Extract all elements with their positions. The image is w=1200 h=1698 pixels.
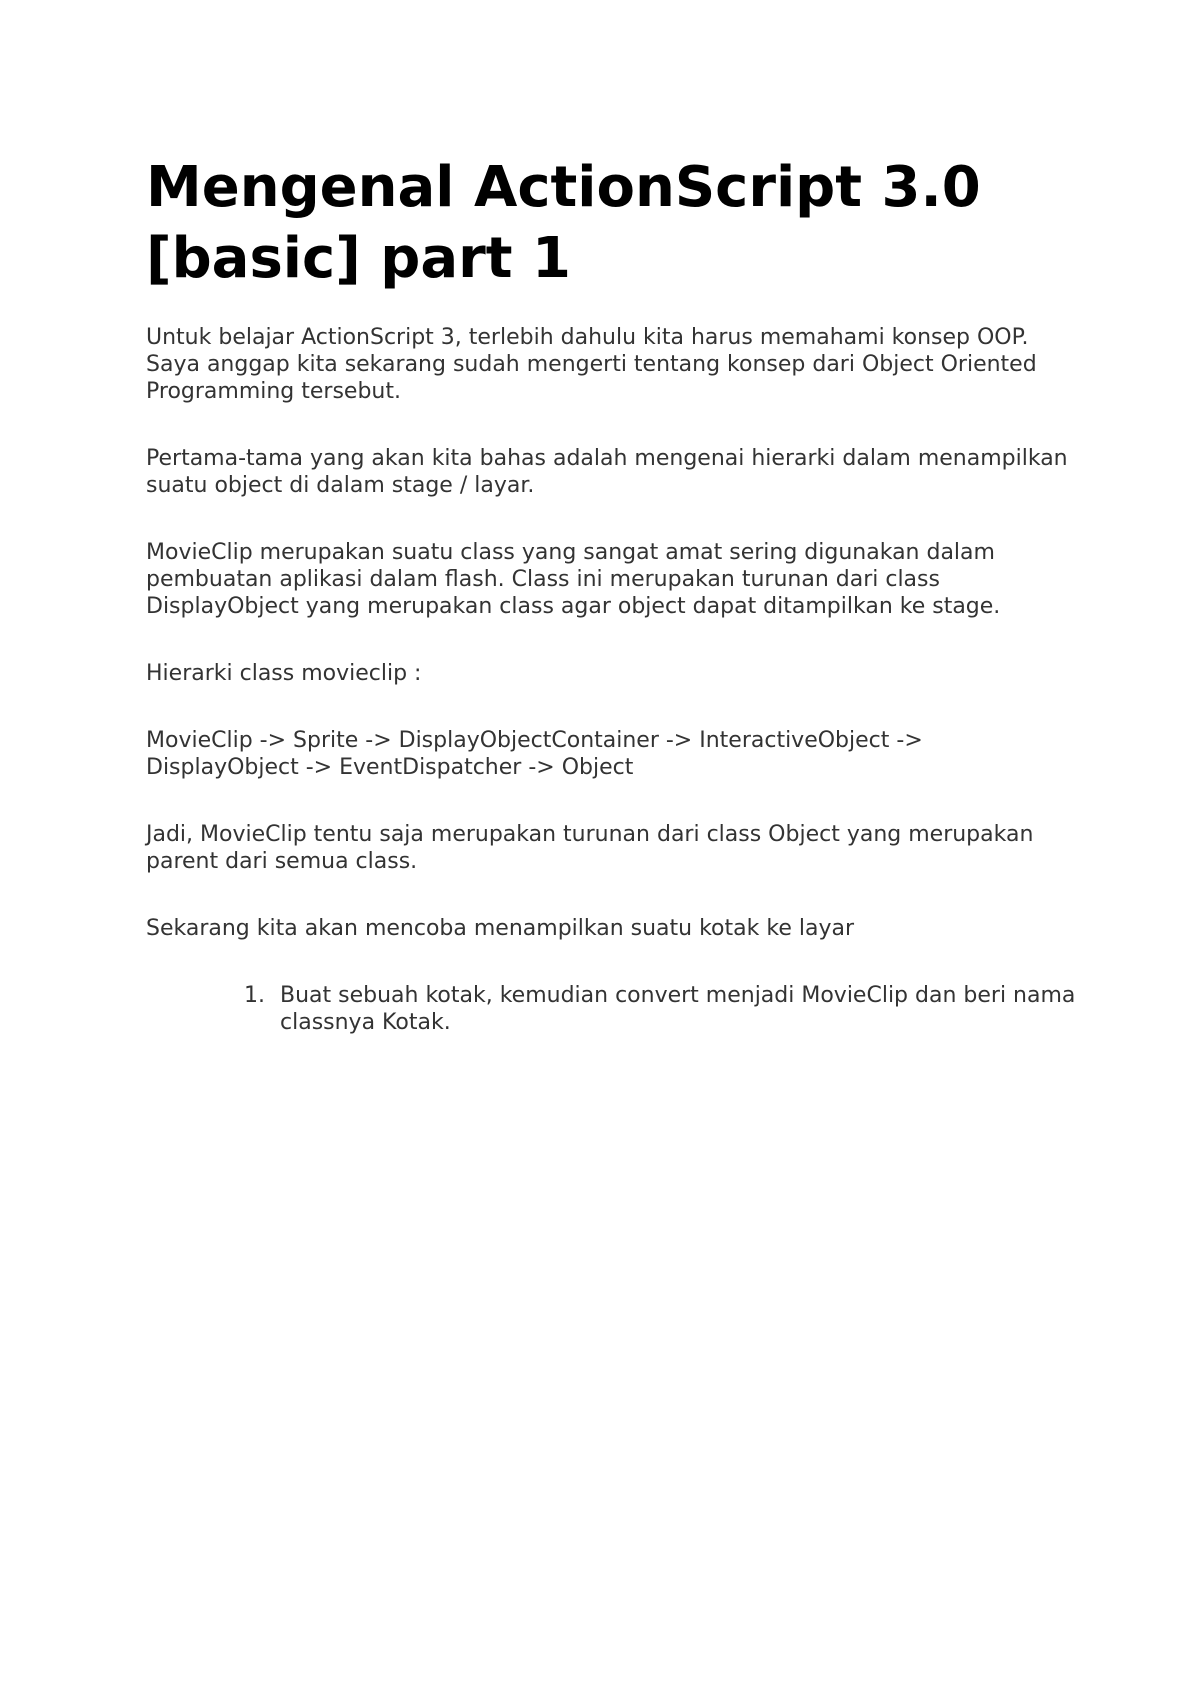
numbered-list (146, 982, 1076, 1036)
document-body (146, 152, 1076, 1036)
list-item-text: Buat sebuah kotak, kemudian convert menjadi MovieClip dan beri nama classnya Kotak. (280, 983, 1076, 1035)
document-title: Mengenal ActionScript 3.0 [basic] part 1 (146, 155, 981, 291)
list-item (146, 982, 1076, 1036)
paragraph-movieclip: MovieClip merupakan suatu class yang sangat amat sering digunakan dalam pembuatan aplikasi dalam flash. Class ini merupakan turunan dari class DisplayObject yang merupakan class agar object dapat ditampilkan ke stage. (146, 540, 1001, 619)
paragraph-hierarchy-label: Hierarki class movieclip : (146, 661, 422, 686)
paragraph-intro: Untuk belajar ActionScript 3, terlebih dahulu kita harus memahami konsep OOP. Saya anggap kita sekarang sudah mengerti tentang konsep dari Object Oriented Programming tersebut. (146, 325, 1037, 404)
list-item-number: 1. (244, 983, 265, 1008)
paragraph-conclusion: Jadi, MovieClip tentu saja merupakan turunan dari class Object yang merupakan parent dari semua class. (146, 822, 1034, 874)
paragraph-class-chain: MovieClip -> Sprite -> DisplayObjectContainer -> InteractiveObject -> DisplayObject -> EventDispatcher -> Object (146, 728, 923, 780)
paragraph-next-step: Sekarang kita akan mencoba menampilkan suatu kotak ke layar (146, 916, 854, 941)
paragraph-hierarchy-intro: Pertama-tama yang akan kita bahas adalah mengenai hierarki dalam menampilkan suatu object di dalam stage / layar. (146, 446, 1068, 498)
